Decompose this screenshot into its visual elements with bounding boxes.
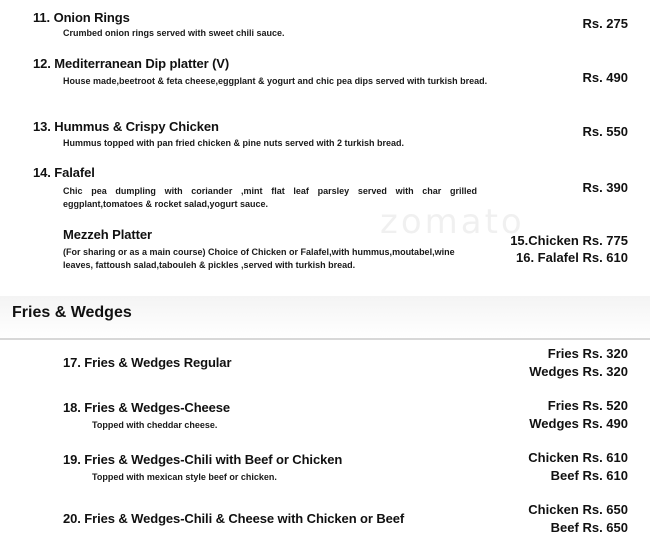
item-description: Topped with mexican style beef or chicken. <box>92 472 277 482</box>
item-description: Topped with cheddar cheese. <box>92 420 218 430</box>
item-price: Fries Rs. 320 <box>547 346 628 361</box>
item-title <box>33 56 229 71</box>
item-price: Chicken Rs. 610 <box>528 450 628 465</box>
item-name: Mezzeh Platter <box>63 227 152 242</box>
item-name: Onion Rings <box>53 10 130 25</box>
item-number: 12. <box>33 56 51 71</box>
item-title <box>33 10 130 25</box>
item-name: Fries & Wedges-Chili & Cheese with Chicken or Beef <box>84 511 405 526</box>
item-price: Beef Rs. 610 <box>550 468 628 483</box>
item-title <box>63 452 342 467</box>
item-description: House made,beetroot & feta cheese,eggplant & yogurt and chic pea dips served with turkish bread. <box>63 76 488 86</box>
item-price: Rs. 490 <box>582 70 628 85</box>
item-number: 20. <box>63 511 81 526</box>
item-number: 13. <box>33 119 51 134</box>
item-title <box>63 400 230 415</box>
item-title <box>63 511 404 526</box>
item-price: Rs. 550 <box>582 124 628 139</box>
item-number: 14. <box>33 165 51 180</box>
item-description: (For sharing or as a main course) Choice of Chicken or Falafel,with hummus,moutabel,wine leaves, fattoush salad,tabouleh & pickles ,served with turkish bread. <box>63 247 455 270</box>
item-price: 16. Falafel Rs. 610 <box>515 250 628 265</box>
watermark: zomato <box>380 202 525 242</box>
item-price: Fries Rs. 520 <box>547 398 628 413</box>
item-price: Rs. 390 <box>582 180 628 195</box>
item-name: Hummus & Crispy Chicken <box>54 119 219 134</box>
item-description: Crumbed onion rings served with sweet chili sauce. <box>63 28 285 38</box>
item-name: Fries & Wedges Regular <box>84 355 232 370</box>
item-price: Wedges Rs. 320 <box>529 364 628 379</box>
section-title: Fries & Wedges <box>12 304 132 321</box>
item-name: Falafel <box>54 165 95 180</box>
item-title <box>33 119 219 134</box>
item-name: Fries & Wedges-Cheese <box>84 400 231 415</box>
item-number: 11. <box>33 10 51 25</box>
item-number: 19. <box>63 452 81 467</box>
item-description: Hummus topped with pan fried chicken & pine nuts served with 2 turkish bread. <box>63 138 405 148</box>
item-description: Chic pea dumpling with coriander ,mint flat leaf parsley served with char grilled eggplant,tomatoes & rocket salad,yogurt sauce. <box>63 186 477 209</box>
item-price: Chicken Rs. 650 <box>528 502 628 517</box>
item-price: 15.Chicken Rs. 775 <box>510 233 628 248</box>
section-header <box>0 296 650 340</box>
item-title <box>33 165 95 180</box>
item-price: Wedges Rs. 490 <box>529 416 628 431</box>
item-price: Beef Rs. 650 <box>550 520 628 535</box>
item-title <box>63 355 231 370</box>
item-name: Fries & Wedges-Chili with Beef or Chicken <box>84 452 343 467</box>
item-price: Rs. 275 <box>582 16 628 31</box>
item-number: 18. <box>63 400 81 415</box>
item-name: Mediterranean Dip platter (V) <box>54 56 230 71</box>
item-number: 17. <box>63 355 81 370</box>
